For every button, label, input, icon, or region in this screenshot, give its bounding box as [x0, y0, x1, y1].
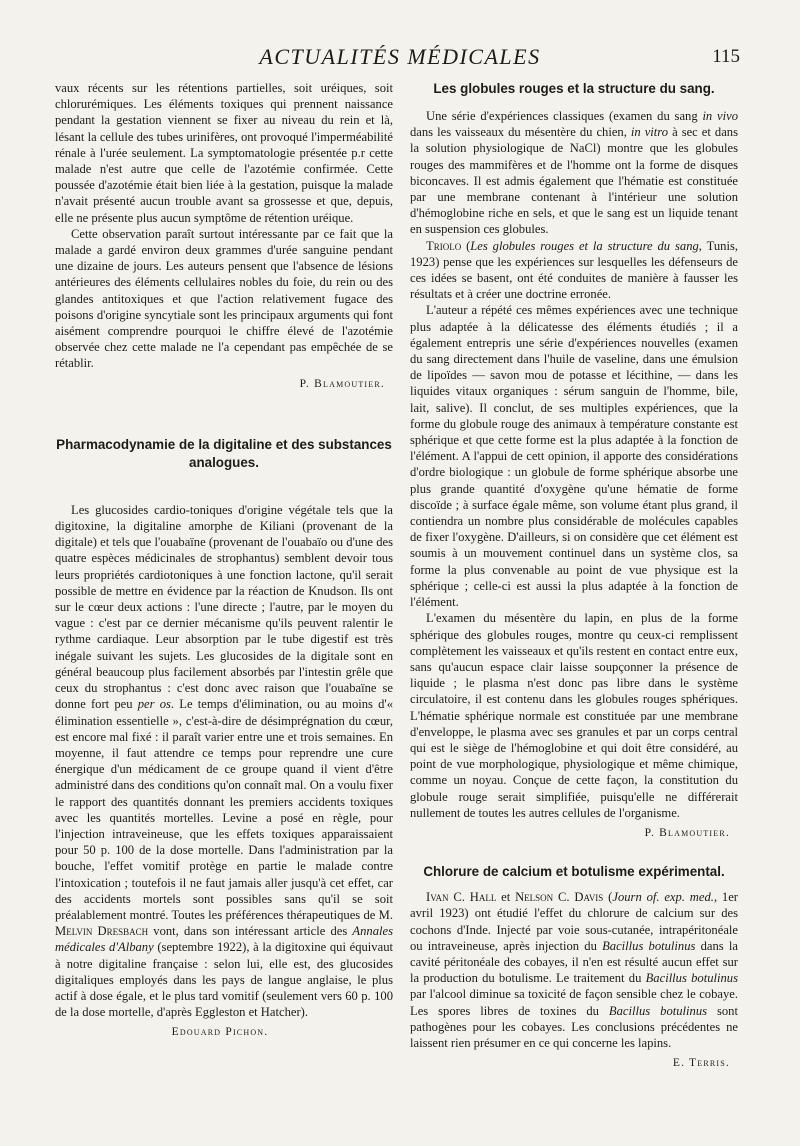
running-header: [60, 44, 740, 74]
signature-terris: E. Terris.: [672, 1057, 730, 1070]
section-title-chlorure: Chlorure de calcium et botulisme expérimental.: [423, 864, 725, 880]
globules-paragraph-4: L'examen du mésentère du lapin, en plus de la forme sphérique des globules rouges, montre qu ceux-ci remplissent complètement les vaisseaux et qu'ils restent en contact entre eux, sans qu'aucun espace clair laisse soupçonner la présence de liquide ; le plasma n'est donc pas libre dans le système circulatoire, il est contenu dans les globules rouges sphériques. L'hématie sphérique normale est constituée par une membrane d'enveloppe, le plasma avec ses granules et par un corps central qui est le siège de l'hémoglobine et qui doit être considéré, au point de vue morphologique, physiologique et même chimique, comme un noyau. Conçue de cette façon, la constitution du globule rouge serait simplifiée, puisqu'elle ne différerait nullement de toutes les autres cellules de l'organisme.: [410, 611, 738, 820]
continuation-paragraph-2: Cette observation paraît surtout intéressante par ce fait que la malade a gardé environ deux grammes d'urée sanguine pendant une dizaine de jours. Les auteurs pensent que l'absence de lésions antérieures des éléments cellulaires nobles du foie, du rein ou des glandes antitoxiques et que l'action relativement fugace des poisons d'origine syncytiale sont les principaux arguments qui font aisément comprendre pourquoi le chiffre élevé de l'azotémie observée chez cette malade ne l'a cependant pas empêchée de se rétablir.: [55, 226, 393, 371]
left-column: [55, 80, 393, 1041]
section-title-pharmacodynamie: Pharmacodynamie de la digitaline et des substances analogues.: [56, 436, 392, 470]
right-column: [410, 80, 738, 1071]
continuation-paragraph-1: vaux récents sur les rétentions partielles, soit uréiques, soit chlorurémiques. Les éléments toxiques qui prennent naissance pendant la gestation viennent se fixer au niveau du rein et là, lésant la cellule des tubes urinifères, ont provoqué l'imperméabilité rénale à l'urée seulement. La symptomatologie présentée p.r cette malade n'est autre que celle de l'azotémie confirmée. Cette poussée d'azotémie était bien liée à la gestation, puisque la malade n'avait présenté aucun trouble avant sa grossesse et que, depuis, elle ne présente plus aucun symptôme de rétention uréique.: [55, 81, 393, 225]
chlorure-paragraph: Ivan C. Hall et Nelson C. Davis (Journ of. exp. med., 1er avril 1923) ont étudié l'effet du chlorure de calcium sur des cochons d'Inde. Injecté par voie sous-cutanée, intrapéritonéale ou intraveineuse, après injection du Bacillus botulinus dans la cavité péritonéale des cobayes, il n'en est résulté aucun effet sur la production du botulisme. Le traitement du Bacillus botulinus par l'alcool diminue sa toxicité de façon sensible chez le cobaye. Les spores libres de toxines du Bacillus botulinus sont pathogènes pour les cobayes. Les conclusions précédentes ne laissent rien présumer en ce qui concerne les lapins.: [410, 890, 738, 1050]
globules-paragraph-2: Triolo (Les globules rouges et la structure du sang, Tunis, 1923) pense que les expériences sur lesquelles les défenseurs de ces idées se basent, ont été conduites de manière à fausser les résultats et à créer une doctrine erronée.: [410, 238, 738, 302]
globules-paragraph-1: Une série d'expériences classiques (examen du sang in vivo dans les vaisseaux du mésentère du chien, in vitro à sec et dans la solution physiologique de NaCl) montre que les globules rouges des mammifères et de l'homme ont la forme de disques biconcaves. Il est admis également que l'hématie est constituée par une membrane contenant à l'intérieur une solution d'hémoglobine riche en sels, et que le sang est un liquide tenant en suspension ces globules.: [410, 109, 739, 237]
pharmacodynamie-paragraph: Les glucosides cardio-toniques d'origine végétale tels que la digitoxine, la digitaline amorphe de Kiliani (provenant de la digitale) et tels que l'ouabaïne (provenant de l'ouabaïo ou d'une des quatre espèces médicinales de strophantus) semblent devoir tous leurs propriétés cardiotoniques à une fonction lactone, qu'il serait possible de mettre en évidence par la réaction de Knudson. Ils ont sur le cœur deux actions : l'une directe ; l'autre, par le moyen du vague : c'est par ce dernier mécanisme qu'ils peuvent ralentir le rythme cardiaque. Leur absorption par le tube digestif est très inégale suivant les sujets. Les glucosides de la digitale sont en général beaucoup plus facilement absorbés par l'intestin grêle que ceux du strophantus : c'est donc avec raison que l'ouabaïne se donne fort peu per os. Le temps d'élimination, ou au moins d'« élimination essentielle », c'est-à-dire de désimprégnation du cœur, est encore mal fixé : il paraît varier entre une et trois semaines. En moyenne, il faut attendre ce temps pour reprendre une cure énergique d'un médicament de ce groupe quand il vient d'être administré dans des conditions qu'on connaît mal. On a voulu fixer le rapport des quantités donnant les premiers accidents toxiques avec les quantités mortelles. Levine a posé en règle, pour l'injection intraveineuse, que les effets toxiques apparaissaient pour 50 p. 100 de la dose mortelle. Dans l'administration par la bouche, l'effet vomitif protège en partie le malade contre l'intoxication ; toutefois il ne faut jamais aller jusqu'à cet effet, car des accidents mortels sont possibles sans qu'il se soit préalablement montré. Toutes les préférences thérapeutiques de M. Melvin Dresbach vont, dans son intéressant article des Annales médicales d'Albany (septembre 1922), à la digitoxine qui équivaut à notre digitaline française : selon lui, elle est, des glucosides digitaliques employés dans les pays de langue anglaise, le plus actif à dose égale, et le plus tard vomitif (seulement vers 60 p. 100 de la dose mortelle, d'après Eggleston et Hatcher).: [55, 502, 394, 1020]
signature-blamoutier-2: P. Blamoutier.: [644, 826, 730, 839]
journal-title: ACTUALITÉS MÉDICALES: [259, 44, 541, 69]
section-title-globules: Les globules rouges et la structure du sang.: [433, 81, 715, 96]
signature-blamoutier-1: P. Blamoutier.: [299, 377, 385, 390]
page-number: 115: [712, 46, 740, 67]
signature-pichon: Edouard Pichon.: [171, 1026, 269, 1039]
globules-paragraph-3: L'auteur a répété ces mêmes expériences avec une technique plus adaptée à la délicatesse des éléments étudiés ; il a également entrepris une série d'expériences nouvelles (examen du sang directement dans l'huile de vaseline, dans une émulsion de lipoïdes — savon mou de potasse et lécithine, — dans les liquides vitaux organiques : sérum sanguin de l'homme, bile, lait, salive). Il conclut, de ses multiples expériences, que la forme du globule rouge des animaux à température constante est sphérique et que cette forme est la plus adaptée à la fonction de l'élément. A l'appui de cett opinion, il apporte des considérations d'ordre biologique : un globule de forme sphérique absorbe une plus grande quantité d'oxygène qu'une hématie de forme discoïde ; à surface égale même, son volume étant plus grand, il contiendra un nombre plus considérable de molécules capables de fixer l'oxygène. D'ailleurs, si on considère que cet élément est soumis à un mouvement continuel dans un système clos, sa forme la plus convenable au point de vue physique est la sphérique ; celle-ci est aussi la plus adaptée à la fonction de l'élément.: [410, 303, 738, 610]
